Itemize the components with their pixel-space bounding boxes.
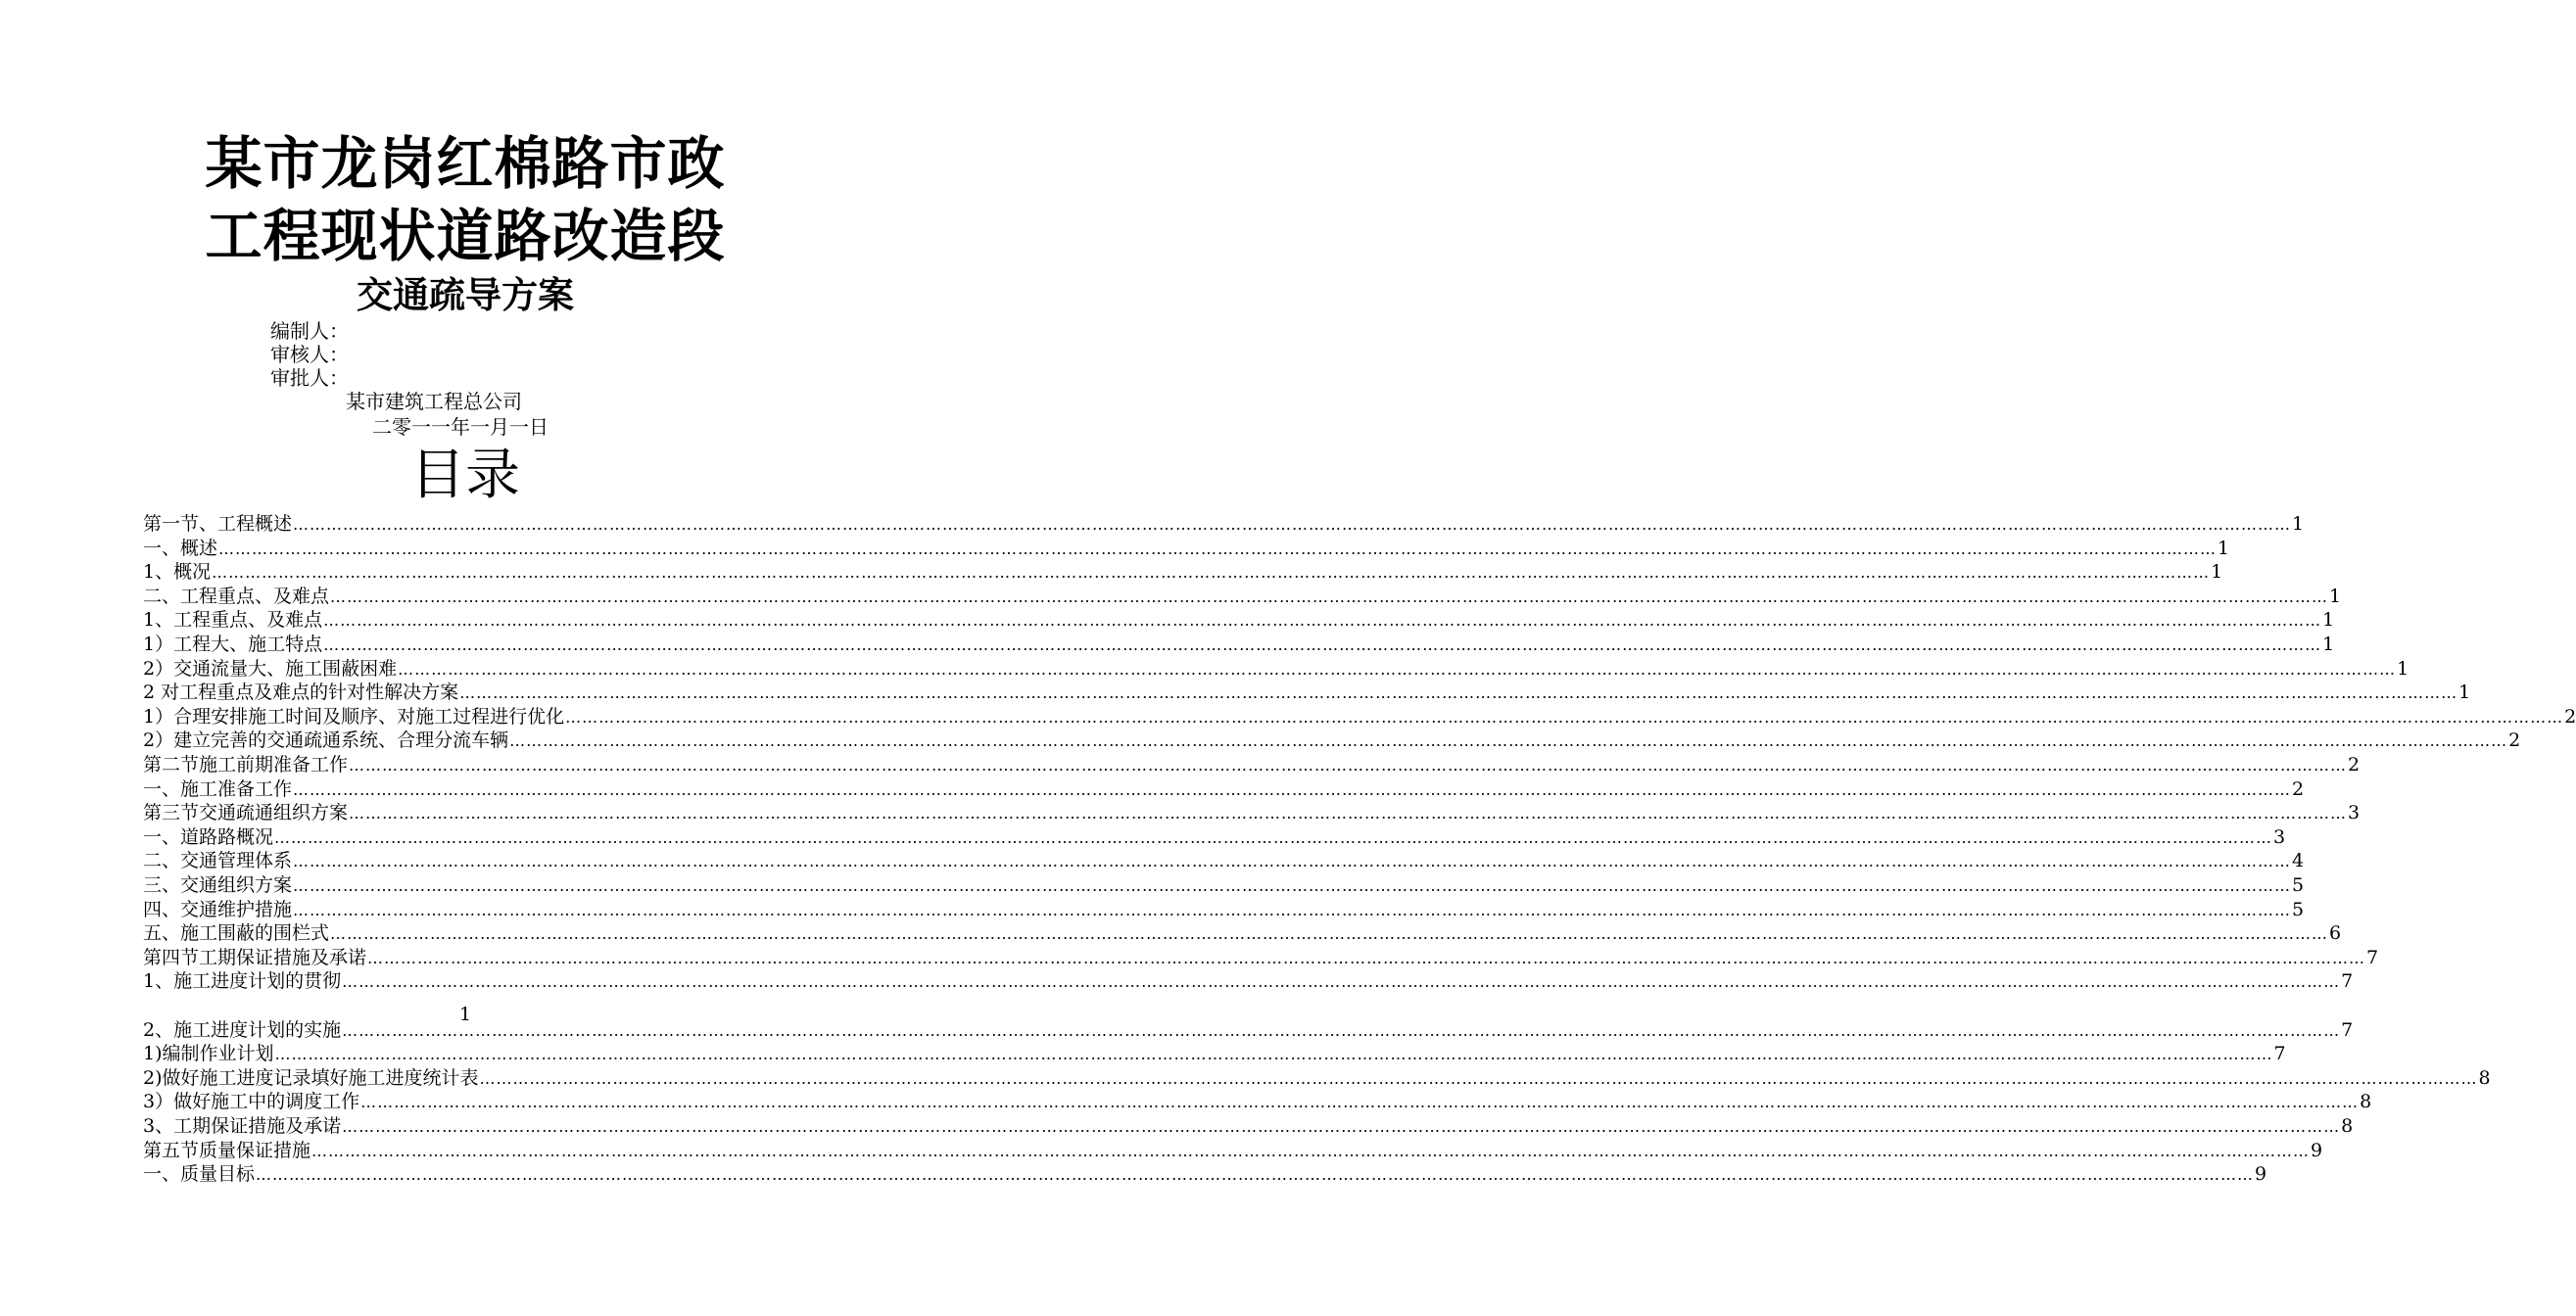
toc-entry-page: 9 <box>2311 1139 2323 1161</box>
toc-dot-leader: ……………………………………………………………………………………………………………………………………………………………………………………………………………………………………………………………………………………………………………………………… <box>293 852 2292 871</box>
company-name: 某市建筑工程总公司 <box>346 390 522 413</box>
toc-entry-title: 2）建立完善的交通疏通系统、合理分流车辆 <box>143 729 509 752</box>
toc-entry-page: 8 <box>2360 1091 2372 1113</box>
toc-entry-page: 5 <box>2292 874 2305 896</box>
toc-entry-page: 7 <box>2273 1043 2286 1065</box>
toc-dot-leader: ……………………………………………………………………………………………………………………………………………………………………………………………………………………………………………………………………………………………………………………………… <box>256 1165 2255 1185</box>
toc-entry-page: 3 <box>2273 825 2286 848</box>
toc-entry-title: 四、交通维护措施 <box>143 898 293 920</box>
toc-entry[interactable] <box>143 946 2379 969</box>
toc-entry-title: 第四节工期保证措施及承诺 <box>143 946 367 968</box>
toc-entry[interactable] <box>143 608 2335 632</box>
toc-entry[interactable] <box>143 705 2576 728</box>
page-number: 1 <box>458 1004 472 1025</box>
toc-dot-leader: ……………………………………………………………………………………………………………………………………………………………………………………………………………………………………………………………………………………………………………………………… <box>367 948 2366 967</box>
toc-entry-title: 第五节质量保证措施 <box>143 1139 311 1161</box>
toc-entry-page: 4 <box>2292 850 2305 872</box>
toc-entry-page: 1 <box>2292 513 2305 535</box>
toc-entry-page: 1 <box>2211 561 2223 584</box>
toc-entry[interactable] <box>143 1114 2354 1138</box>
toc-entry[interactable] <box>143 1090 2372 1113</box>
toc-entry-title: 二、工程重点、及难点 <box>143 585 330 607</box>
approver-label: 审批人： <box>270 366 349 390</box>
toc-dot-leader: ……………………………………………………………………………………………………………………………………………………………………………………………………………………………………………………………………………………………………………………………… <box>311 1141 2311 1160</box>
toc-entry-title: 三、交通组织方案 <box>143 874 293 896</box>
toc-dot-leader: ……………………………………………………………………………………………………………………………………………………………………………………………………………………………………………………………………………………………………………………………… <box>293 900 2292 919</box>
toc-entry-title: 3、工期保证措施及承诺 <box>143 1115 342 1137</box>
toc-entry[interactable] <box>143 537 2230 560</box>
toc-entry[interactable] <box>143 753 2361 776</box>
toc-entry-title: 一、概述 <box>143 537 218 559</box>
toc-entry-title: 一、质量目标 <box>143 1163 256 1186</box>
toc-entry-page: 7 <box>2341 970 2354 993</box>
document-title-line-2: 工程现状道路改造段 <box>205 203 726 269</box>
toc-dot-leader: ……………………………………………………………………………………………………………………………………………………………………………………………………………………………………………………………………………………………………………………………… <box>349 804 2348 823</box>
toc-entry-page: 1 <box>2322 609 2335 632</box>
toc-entry[interactable] <box>143 801 2361 824</box>
toc-entry-title: 3）做好施工中的调度工作 <box>143 1091 360 1113</box>
toc-dot-leader: ……………………………………………………………………………………………………………………………………………………………………………………………………………………………………………………………………………………………………………………………… <box>459 683 2458 703</box>
compiler-label: 编制人： <box>270 319 349 343</box>
reviewer-label: 审核人： <box>270 343 349 366</box>
toc-entry-title: 第二节施工前期准备工作 <box>143 754 349 776</box>
toc-entry-title: 一、道路路概况 <box>143 825 274 848</box>
toc-entry[interactable] <box>143 873 2305 897</box>
toc-heading: 目录 <box>410 444 520 507</box>
toc-entry-title: 1、工程重点、及难点 <box>143 609 323 632</box>
document-subtitle: 交通疏导方案 <box>357 274 574 316</box>
toc-entry-title: 2、施工进度计划的实施 <box>143 1018 342 1041</box>
toc-entry-page: 1 <box>2329 585 2342 607</box>
document-title-line-1: 某市龙岗红棉路市政 <box>205 130 726 197</box>
toc-entry-title: 一、施工准备工作 <box>143 777 293 800</box>
toc-dot-leader: ……………………………………………………………………………………………………………………………………………………………………………………………………………………………………………………………………………………………………………………………… <box>360 1093 2360 1112</box>
toc-entry-title: 第三节交通疏通组织方案 <box>143 802 349 824</box>
toc-entry-page: 3 <box>2348 802 2361 824</box>
toc-entry[interactable] <box>143 921 2342 945</box>
toc-dot-leader: ……………………………………………………………………………………………………………………………………………………………………………………………………………………………………………………………………………………………………………………………… <box>274 1045 2273 1064</box>
toc-entry-page: 1 <box>2218 537 2230 559</box>
toc-entry[interactable] <box>143 1066 2491 1090</box>
toc-entry-title: 2)做好施工进度记录填好施工进度统计表 <box>143 1066 479 1089</box>
toc-entry[interactable] <box>143 969 2354 993</box>
toc-dot-leader: ……………………………………………………………………………………………………………………………………………………………………………………………………………………………………………………………………………………………………………………………… <box>330 587 2329 606</box>
toc-dot-leader: ……………………………………………………………………………………………………………………………………………………………………………………………………………………………………………………………………………………………………………………………… <box>509 731 2508 751</box>
toc-dot-leader: ……………………………………………………………………………………………………………………………………………………………………………………………………………………………………………………………………………………………………………………………… <box>293 779 2292 799</box>
toc-dot-leader: ……………………………………………………………………………………………………………………………………………………………………………………………………………………………………………………………………………………………………………………………… <box>212 563 2211 583</box>
toc-entry[interactable] <box>143 898 2305 921</box>
toc-entry-page: 2 <box>2348 754 2361 776</box>
toc-entry[interactable] <box>143 1042 2286 1065</box>
toc-dot-leader: ……………………………………………………………………………………………………………………………………………………………………………………………………………………………………………………………………………………………………………………………… <box>349 756 2348 775</box>
toc-entry-title: 1）工程大、施工特点 <box>143 634 323 655</box>
toc-entry[interactable] <box>143 560 2223 584</box>
toc-entry-page: 8 <box>2341 1115 2354 1137</box>
toc-dot-leader: ……………………………………………………………………………………………………………………………………………………………………………………………………………………………………………………………………………………………………………………………… <box>342 972 2341 992</box>
toc-entry-title: 1）合理安排施工时间及顺序、对施工过程进行优化 <box>143 705 565 728</box>
toc-dot-leader: ……………………………………………………………………………………………………………………………………………………………………………………………………………………………………………………………………………………………………………………………… <box>479 1068 2478 1088</box>
toc-dot-leader: ……………………………………………………………………………………………………………………………………………………………………………………………………………………………………………………………………………………………………………………………… <box>274 827 2273 847</box>
toc-entry[interactable] <box>143 1139 2323 1162</box>
toc-dot-leader: ……………………………………………………………………………………………………………………………………………………………………………………………………………………………………………………………………………………………………………………………… <box>323 611 2322 631</box>
toc-entry-page: 6 <box>2329 922 2342 945</box>
toc-entry[interactable] <box>143 657 2409 681</box>
toc-dot-leader: ……………………………………………………………………………………………………………………………………………………………………………………………………………………………………………………………………………………………………………………………… <box>293 876 2292 895</box>
toc-dot-leader: ……………………………………………………………………………………………………………………………………………………………………………………………………………………………………………………………………………………………………………………………… <box>330 924 2329 944</box>
toc-dot-leader: ……………………………………………………………………………………………………………………………………………………………………………………………………………………………………………………………………………………………………………………………… <box>565 707 2564 727</box>
toc-dot-leader: ……………………………………………………………………………………………………………………………………………………………………………………………………………………………………………………………………………………………………………………………… <box>293 515 2292 534</box>
toc-entry-title: 2 对工程重点及难点的针对性解决方案 <box>143 682 459 704</box>
toc-entry-page: 8 <box>2478 1066 2491 1089</box>
toc-dot-leader: ……………………………………………………………………………………………………………………………………………………………………………………………………………………………………………………………………………………………………………………………… <box>342 1020 2341 1040</box>
toc-entry[interactable] <box>143 849 2305 872</box>
toc-entry-page: 5 <box>2292 898 2305 920</box>
toc-entry[interactable] <box>143 512 2305 536</box>
document-date: 二零一一年一月一日 <box>372 415 549 439</box>
toc-entry-title: 2）交通流量大、施工围蔽困难 <box>143 657 398 680</box>
toc-entry-title: 五、施工围蔽的围栏式 <box>143 922 330 945</box>
toc-dot-leader: ……………………………………………………………………………………………………………………………………………………………………………………………………………………………………………………………………………………………………………………………… <box>398 659 2397 679</box>
toc-entry-title: 1)编制作业计划 <box>143 1043 274 1065</box>
toc-entry-page: 1 <box>2322 634 2335 655</box>
toc-entry-page: 9 <box>2255 1163 2267 1186</box>
toc-entry[interactable] <box>143 777 2305 801</box>
toc-entry-title: 1、概况 <box>143 561 212 584</box>
toc-entry[interactable] <box>143 633 2335 656</box>
toc-entry-title: 第一节、工程概述 <box>143 513 293 535</box>
toc-entry[interactable] <box>143 681 2471 704</box>
toc-entry-page: 2 <box>2508 729 2521 752</box>
toc-entry[interactable] <box>143 585 2342 608</box>
toc-entry-page: 1 <box>2458 682 2471 704</box>
toc-entry-page: 2 <box>2292 777 2305 800</box>
toc-entry-title: 二、交通管理体系 <box>143 850 293 872</box>
toc-entry[interactable] <box>143 728 2521 752</box>
toc-entry[interactable] <box>143 825 2286 849</box>
toc-entry-page: 7 <box>2341 1018 2354 1041</box>
toc-dot-leader: ……………………………………………………………………………………………………………………………………………………………………………………………………………………………………………………………………………………………………………………………… <box>323 635 2322 654</box>
toc-dot-leader: ……………………………………………………………………………………………………………………………………………………………………………………………………………………………………………………………………………………………………………………………… <box>218 539 2218 558</box>
toc-entry-page: 7 <box>2366 946 2379 968</box>
toc-entry-page: 2 <box>2564 705 2576 728</box>
toc-entry-title: 1、施工进度计划的贯彻 <box>143 970 342 993</box>
toc-entry-page: 1 <box>2397 657 2409 680</box>
toc-dot-leader: ……………………………………………………………………………………………………………………………………………………………………………………………………………………………………………………………………………………………………………………………… <box>342 1117 2341 1136</box>
toc-entry[interactable] <box>143 1162 2267 1186</box>
